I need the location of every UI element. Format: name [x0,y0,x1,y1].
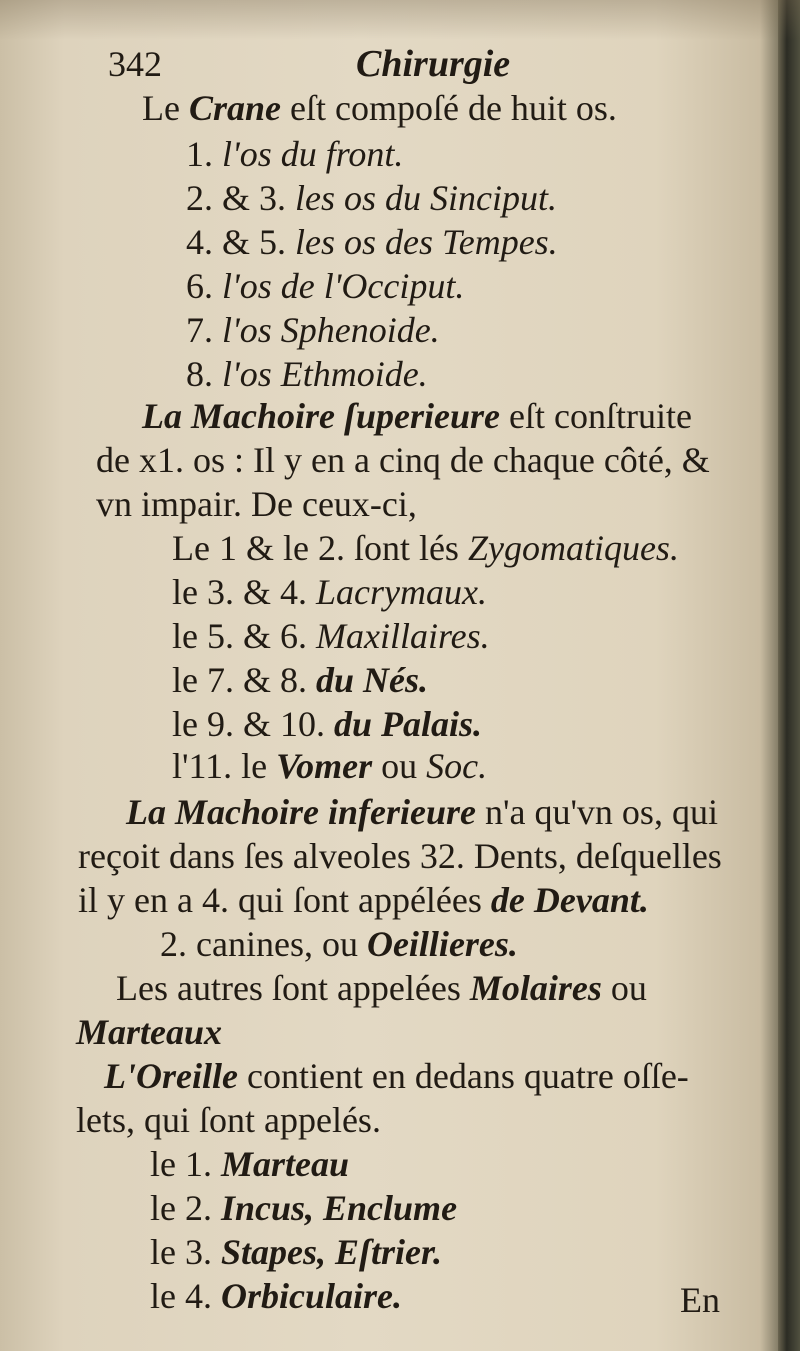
text-line: le 4. Orbiculaire. [150,1276,402,1316]
text-line: lets, qui ſont appelés. [76,1100,381,1140]
page-number: 342 [108,44,162,84]
text-line: le 3. Stapes, Eſtrier. [150,1232,443,1272]
text-line: 4. & 5. les os des Tempes. [186,222,558,262]
text-line: il y en a 4. qui ſont appélées de Devant. [78,880,649,920]
text-line: La Machoire ſuperieure eſt conſtruite [142,396,692,436]
text-line: le 3. & 4. Lacrymaux. [172,572,487,612]
text-line: Le Crane eſt compoſé de huit os. [142,88,617,128]
text-line: le 7. & 8. du Nés. [172,660,428,700]
text-line: 7. l'os Sphenoide. [186,310,440,350]
text-line: l'11. le Vomer ou Soc. [172,746,488,786]
text-line: 6. l'os de l'Occiput. [186,266,465,306]
text-line: 8. l'os Ethmoide. [186,354,428,394]
running-title: Chirurgie [356,43,511,85]
text-line: Les autres ſont appelées Molaires ou [116,968,647,1008]
page-edge [778,0,800,1351]
text-line: 1. l'os du front. [186,134,404,174]
text-line: le 9. & 10. du Palais. [172,704,483,744]
text-line: reçoit dans ſes alveoles 32. Dents, deſquelles [78,836,722,876]
text-line: Le 1 & le 2. ſont lés Zygomatiques. [172,528,679,568]
text-line: L'Oreille contient en dedans quatre oſſe- [104,1056,689,1096]
catchword: En [680,1280,720,1320]
text-line: La Machoire inferieure n'a qu'vn os, qui [126,792,718,832]
text-line: de x1. os : Il y en a cinq de chaque côté, & [96,440,710,480]
text-line: vn impair. De ceux-ci, [96,484,417,524]
text-line: le 2. Incus, Enclume [150,1188,458,1228]
text-line: le 1. Marteau [150,1144,350,1184]
text-line: le 5. & 6. Maxillaires. [172,616,490,656]
text-line: 2. & 3. les os du Sinciput. [186,178,557,218]
text-line: 2. canines, ou Oeillieres. [160,924,518,964]
text-line: Marteaux [76,1012,223,1052]
